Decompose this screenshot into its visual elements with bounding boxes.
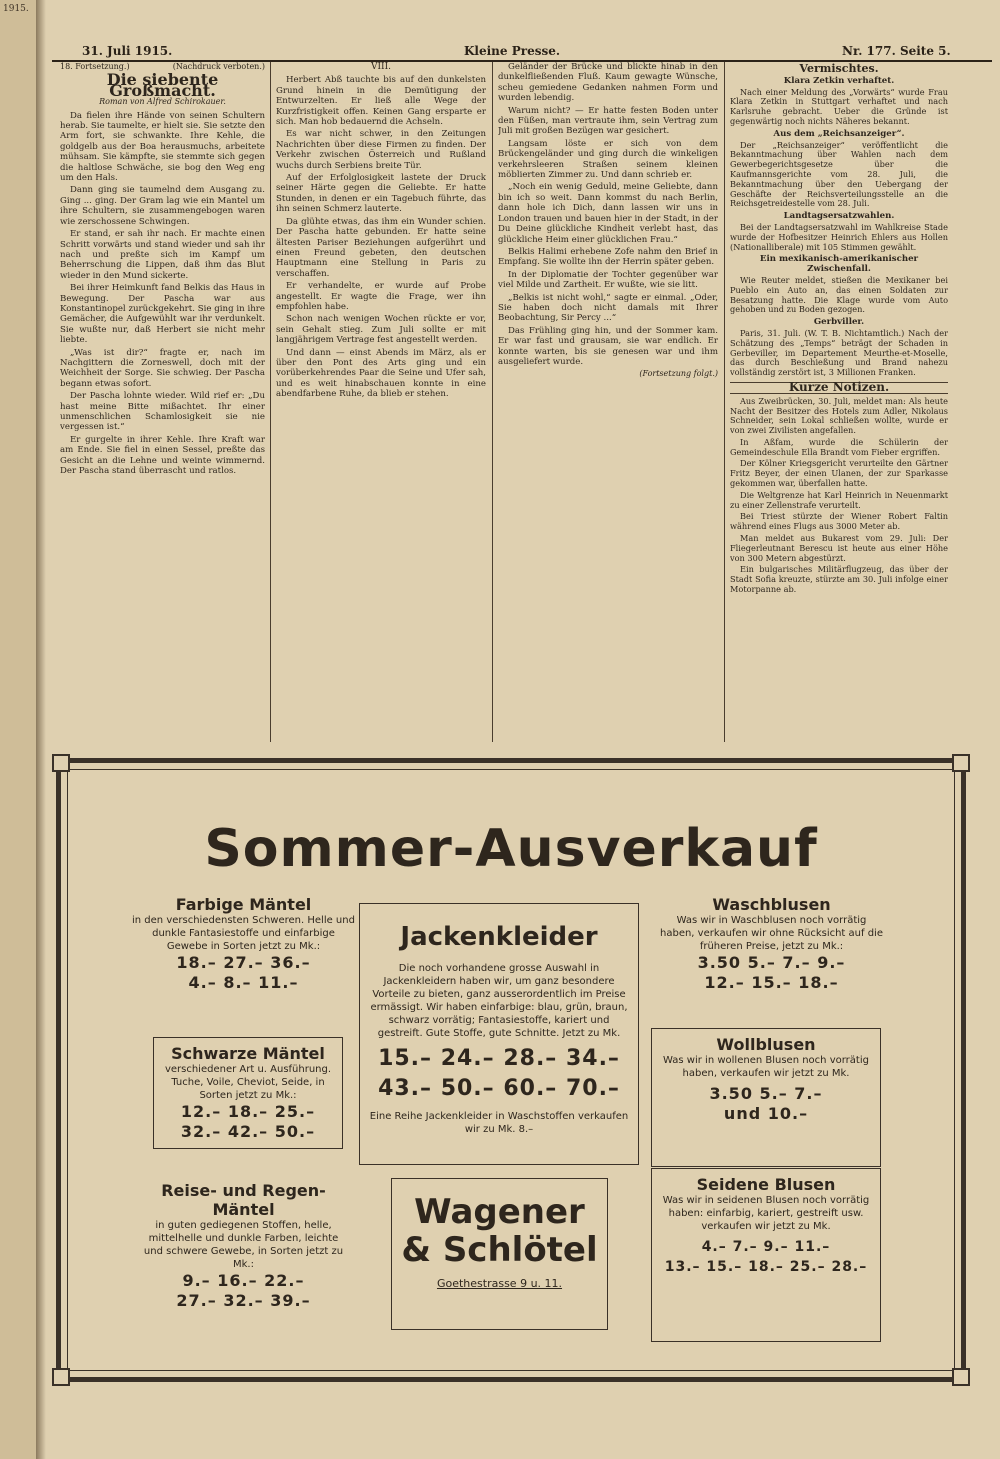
ad-section-schwarze-maentel <box>153 1037 343 1149</box>
serial-paragraph: Dann ging sie taumelnd dem Ausgang zu. Ging ... ging. Der Gram lag wie ein Mantel um ihre Schultern, sie zusammengebogen waren wie zerschossene Schwingen. <box>60 185 265 227</box>
ad-section-farbige-maentel <box>131 895 356 993</box>
ad-section-waschblusen <box>659 895 884 993</box>
news-headline: Gerbviller. <box>813 317 865 328</box>
news-paragraph: Bei der Landtagsersatzwahl im Wahlkreise Stade wurde der Hofbesitzer Heinrich Ehlers aus Hollen (Nationalliberale) mit 105 Stimmen gewählt. <box>730 221 948 252</box>
serial-to-be-continued: (Fortsetzung folgt.) <box>639 369 718 379</box>
spine-year: 1915. <box>3 4 29 14</box>
serial-title: Die siebente Großmacht. <box>106 70 219 100</box>
serial-column-1 <box>60 62 265 742</box>
serial-paragraph: Langsam löste er sich von dem Brückengeländer und ging durch die winkeligen verkehrsleeren Straßen seinem kleinen möblierten Zimmer zu. Und dann schrieb er. <box>498 138 718 181</box>
short-note: In Aßfam, wurde die Schülerin der Gemeindeschule Ella Brandt vom Fieber ergriffen. <box>730 436 948 457</box>
price-row: 15.– 24.– 28.– 34.– <box>378 1046 620 1071</box>
price-row: 12.– 15.– 18.– <box>704 973 839 992</box>
serial-chapter: VIII. <box>370 62 392 72</box>
price-row: 3.50 5.– 7.– 9.– <box>697 953 846 972</box>
serial-paragraph: Der Pascha lohnte wieder. Wild rief er: „Du hast meine Bitte mißachtet. Ihr einer unmenschlichen Schamlosigkeit sie nie vergessen ist.“ <box>60 391 265 433</box>
news-headline: Klara Zetkin verhaftet. <box>783 75 895 86</box>
serial-paragraph: Und dann — einst Abends im März, als er über den Pont des Arts ging und ein vorüberkehrendes Paar die Seine und Ufer sah, und es weit hinabschauen konnte in eine abendfarbene Ruhe, da blieb er stehen. <box>276 347 486 400</box>
ad-corner-ornament <box>952 754 970 772</box>
serial-paragraph: Belkis Halimi erhebene Zofe nahm den Brief in Empfang. Sie wollte ihn der Herrin später geben. <box>498 246 718 268</box>
ad-corner-ornament <box>52 754 70 772</box>
ad-brand-block <box>391 1178 608 1330</box>
ad-section-seidene-blusen <box>651 1168 881 1342</box>
section-note: Eine Reihe Jackenkleider in Waschstoffen verkaufen wir zu Mk. 8.– <box>369 1111 629 1135</box>
serial-column-3 <box>498 62 718 742</box>
serial-continuation: 18. Fortsetzung.) <box>60 62 130 71</box>
short-notes-title: Kurze Notizen. <box>730 382 948 394</box>
advertisement <box>56 758 966 1382</box>
ad-section-jackenkleider <box>359 903 639 1165</box>
header-issue: Nr. 177. Seite 5. <box>842 44 951 58</box>
section-description: Was wir in seidenen Blusen noch vorrätig haben: einfarbig, kariert, gestreift usw. verkaufen wir jetzt zu Mk. <box>662 1195 870 1232</box>
serial-paragraph: Herbert Abß tauchte bis auf den dunkelsten Grund hinein in die Demütigung der Entwurzelten. Er ließ alle Wege der Kurzfristigkeit offen. Keinen Gang ersparte er sich. Man hob bedauernd die Achseln. <box>276 75 486 128</box>
serial-paragraph: Er stand, er sah ihr nach. Er machte einen Schritt vorwärts und stand wieder und sah ihr nach und preßte sich im Kampf um Beherrschung die Lippen, daß ihm das Blut wieder in den Mund sickerte. <box>60 229 265 281</box>
price-row: und 10.– <box>723 1104 809 1123</box>
price-row: 18.– 27.– 36.– <box>176 953 311 972</box>
news-paragraph: Der „Reichsanzeiger“ veröffentlicht die Bekanntmachung über Wahlen nach dem Gewerbegerichtsgesetze über die Kaufmannsgerichte vom 28. Juli, die Bekanntmachung über den Uebergang der Geschäfte der Reichsverteilungsstelle an die Reichsgetreidestelle vom 28. Juli. <box>730 139 948 209</box>
serial-column-2 <box>276 62 486 742</box>
serial-paragraph: Er verhandelte, er wurde auf Probe angestellt. Er wagte die Frage, wer ihn empfohlen habe. <box>276 281 486 312</box>
brand-name-line2: & Schlötel <box>401 1230 598 1270</box>
section-title: Schwarze Mäntel <box>171 1044 325 1063</box>
section-title: Farbige Mäntel <box>175 895 312 914</box>
short-note: Die Weltgrenze hat Karl Heinrich in Neuenmarkt zu einer Zellenstrafe verurteilt. <box>730 489 948 510</box>
section-title: Waschblusen <box>712 895 831 914</box>
section-description: Was wir in Waschblusen noch vorrätig haben, verkaufen wir ohne Rücksicht auf die früheren Preise, jetzt zu Mk.: <box>660 915 883 952</box>
ad-headline: Sommer-Ausverkauf <box>204 819 818 879</box>
serial-paragraph: Er gurgelte in ihrer Kehle. Ihre Kraft war am Ende. Sie fiel in einen Sessel, preßte das Gesicht an die Lehne und weinte wimmernd. Der Pascha stand überrascht und ratlos. <box>60 434 265 477</box>
price-row: 43.– 50.– 60.– 70.– <box>378 1076 620 1101</box>
serial-paragraph: Auf der Erfolglosigkeit lastete der Druck seiner Härte gegen die Geliebte. Er hatte Stunden, in denen er ein Tagebuch führte, das ihn seinen Schmerz lauterte. <box>276 173 486 215</box>
short-note: Man meldet aus Bukarest vom 29. Juli: Der Fliegerleutnant Berescu ist heute aus einer Höhe von 300 Metern abgestürzt. <box>730 533 948 563</box>
section-title: Wollblusen <box>716 1035 816 1054</box>
price-row: 3.50 5.– 7.– <box>709 1084 823 1103</box>
news-section-title: Vermischtes. <box>799 62 879 75</box>
news-headline: Landtagsersatzwahlen. <box>783 211 895 222</box>
news-column <box>730 62 948 742</box>
serial-reprint-notice: (Nachdruck verboten.) <box>172 62 265 71</box>
ad-corner-ornament <box>52 1368 70 1386</box>
serial-paragraph: Da glühte etwas, das ihm ein Wunder schien. Der Pascha hatte gebunden. Er hatte seine ältesten Pariser Beziehungen aufgerührt und einen Freund gebeten, den deutschen Hauptmann eine Stellung in Paris zu verschaffen. <box>276 216 486 279</box>
price-row: 9.– 16.– 22.– <box>182 1271 305 1290</box>
ad-section-reise-regen-maentel <box>141 1181 346 1311</box>
section-description: Die noch vorhandene grosse Auswahl in Jackenkleidern haben wir, um ganz besondere Vorteile zu bieten, ganz ausserordentlich im Preise ermässigt. Wir haben einfarbige: blau, grün, braun, schwarz vorrätig; Fantasiestoffe, kariert und gestreift. Gute Stoffe, gute Schnitte. Jetzt zu Mk. <box>370 963 628 1039</box>
price-row: 12.– 18.– 25.– <box>180 1102 316 1121</box>
serial-author: Roman von Alfred Schirokauer. <box>99 97 226 107</box>
serial-paragraph: „Belkis ist nicht wohl,“ sagte er einmal. „Oder, Sie haben doch nicht damals mit Ihrer Beobachtung, Sir Percy ...“ <box>498 292 718 324</box>
news-headline: Ein mexikanisch-amerikanischer Zwischenfall. <box>759 254 919 275</box>
serial-paragraph: Das Frühling ging hin, und der Sommer kam. Er war fast und grausam, sie war endlich. Er konnte warten, bis sie genesen war und ihm ausgeliefert wurde. <box>498 325 718 367</box>
news-paragraph: Nach einer Meldung des „Vorwärts“ wurde Frau Klara Zetkin in Stuttgart verhaftet und nach Karlsruhe gebracht. Ueber die Gründe ist gegenwärtig noch nichts Näheres bekannt. <box>730 86 948 126</box>
price-row: 27.– 32.– 39.– <box>176 1291 311 1310</box>
section-description: in den verschiedensten Schweren. Helle und dunkle Fantasiestoffe und einfarbige Gewebe in Sorten jetzt zu Mk.: <box>132 915 355 952</box>
ad-section-wollblusen <box>651 1028 881 1167</box>
brand-address: Goethestrasse 9 u. 11. <box>436 1277 563 1290</box>
section-description: in guten gediegenen Stoffen, helle, mittelhelle und dunkle Farben, leichte und schwere Gewebe, in Sorten jetzt zu Mk.: <box>143 1220 344 1270</box>
section-title: Seidene Blusen <box>696 1175 836 1194</box>
serial-paragraph: „Noch ein wenig Geduld, meine Geliebte, dann bin ich so weit. Dann kommst du nach Berlin, dann hole ich Dich, dann lassen wir uns in London trauen und bauen hier in der Stadt, in der Du Deine glückliche Kindheit verlebt hast, das glückliche Heim einer glücklichen Frau.“ <box>498 182 718 245</box>
price-row: 32.– 42.– 50.– <box>180 1122 316 1141</box>
short-note: Der Kölner Kriegsgericht verurteilte den Gärtner Fritz Beyer, der einen Ulanen, der zur Sparkasse gekommen war, überfallen hatte. <box>730 458 948 489</box>
column-rule <box>270 62 271 742</box>
serial-paragraph: Es war nicht schwer, in den Zeitungen Nachrichten über diese Firmen zu finden. Der Verkehr zwischen Österreich und Rußland wuchs durch Serbiens breite Tür. <box>276 129 486 171</box>
section-title: Reise- und Regen-Mäntel <box>161 1181 326 1219</box>
news-paragraph: Paris, 31. Juli. (W. T. B. Nichtamtlich.) Nach der Schätzung des „Temps“ beträgt der Schaden in Gerbeviller, im Departement Meurthe-et-Moselle, das durch Beschießung und Brand nahezu vollständig zerstört ist, 3 Millionen Franken. <box>730 327 948 378</box>
price-row: 4.– 7.– 9.– 11.– <box>701 1239 831 1255</box>
binding-shadow <box>36 0 46 1459</box>
header-date: 31. Juli 1915. <box>82 44 173 58</box>
column-rule <box>492 62 493 742</box>
serial-paragraph: Bei ihrer Heimkunft fand Belkis das Haus in Bewegung. Der Pascha war aus Konstantinopel zurückgekehrt. Sie ging in ihre Gemächer, die Aufgewühlt war ihr verdunkelt. Sie wußte nur, daß Herbert sie nicht mehr liebte. <box>60 283 265 346</box>
serial-paragraph: Geländer der Brücke und blickte hinab in den dunkelfließenden Fluß. Kaum gewagte Wünsche, scheu gemiedene Gedanken nahmen Form und wurden lebendig. <box>498 62 718 104</box>
short-note: Aus Zweibrücken, 30. Juli, meldet man: Als heute Nacht der Besitzer des Hotels zum Adler, Nikolaus Schneider, sein Lokal schließen wollte, wurde er von zwei Zivilisten angefallen. <box>730 395 948 436</box>
serial-paragraph: Warum nicht? — Er hatte festen Boden unter den Füßen, man vertraute ihm, sein Vertrag zum Juli mit großen Bezügen war gesichert. <box>498 105 718 137</box>
section-description: verschiedener Art u. Ausführung. Tuche, Voile, Cheviot, Seide, in Sorten jetzt zu Mk.: <box>164 1064 332 1101</box>
short-note: Bei Triest stürzte der Wiener Robert Faltin während eines Flugs aus 3000 Meter ab. <box>730 511 948 532</box>
news-paragraph: Wie Reuter meldet, stießen die Mexikaner bei Pueblo ein Auto an, das einen Soldaten zur Besatzung hatte. Die Klage wurde vom Auto gehoben und zu Boden gezogen. <box>730 274 948 315</box>
brand-name-line1: Wagener <box>414 1192 585 1232</box>
serial-paragraph: „Was ist dir?“ fragte er, nach im Nachgittern die Zorneswell, doch mit der Weichheit der Sorge. Sie schwieg. Der Pascha begann etwas sofort. <box>60 347 265 389</box>
section-description: Was wir in wollenen Blusen noch vorrätig haben, verkaufen wir jetzt zu Mk. <box>663 1055 869 1079</box>
page-header <box>52 42 992 62</box>
serial-paragraph: In der Diplomatie der Tochter gegenüber war viel Milde und Zartheit. Er wußte, wie sie litt. <box>498 269 718 291</box>
short-note: Ein bulgarisches Militärflugzeug, das über der Stadt Sofia kreuzte, stürzte am 30. Juli infolge einer Motorpanne ab. <box>730 564 948 595</box>
serial-paragraph: Schon nach wenigen Wochen rückte er vor, sein Gehalt stieg. Zum Juli sollte er mit langjährigem Vertrage fest angestellt werden. <box>276 314 486 346</box>
price-row: 13.– 15.– 18.– 25.– 28.– <box>664 1259 868 1275</box>
price-row: 4.– 8.– 11.– <box>188 973 299 992</box>
news-headline: Aus dem „Reichsanzeiger“. <box>773 128 905 139</box>
header-paper-name: Kleine Presse. <box>464 44 561 58</box>
column-rule <box>724 62 725 742</box>
serial-paragraph: Da fielen ihre Hände von seinen Schultern herab. Sie taumelte, er hielt sie. Sie setzte den Arm fort, sie schwankte. Ihre Kehle, die goldgelb aus der Boa herausmuchs, arbeitete mühsam. Sie kämpfte, sie stemmte sich gegen die haltlose Schwäche, sie bog den Weg eng um den Hals. <box>60 110 265 184</box>
section-title: Jackenkleider <box>400 922 598 952</box>
ad-corner-ornament <box>952 1368 970 1386</box>
